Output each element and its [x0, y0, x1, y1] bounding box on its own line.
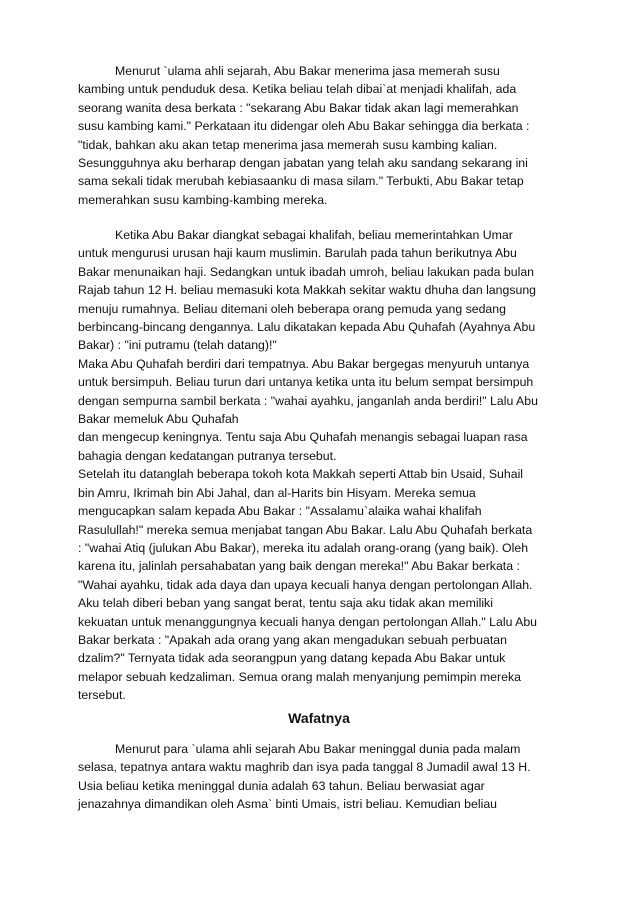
- text-line: melapor sebuah kedzaliman. Semua orang malah menyanjung pemimpin mereka: [78, 669, 521, 684]
- text-line: Sesungguhnya aku berharap dengan jabatan yang telah aku sandang sekarang ini: [78, 156, 528, 171]
- text-line: karena itu, jalinlah persahabatan yang baik dengan mereka!" Abu Bakar berkata :: [78, 559, 520, 574]
- text-line: Rajab tahun 12 H. beliau memasuki kota Makkah sekitar waktu dhuha dan langsung: [78, 283, 536, 298]
- text-line: "Wahai ayahku, tidak ada daya dan upaya kecuali hanya dengan pertolongan Allah.: [78, 577, 533, 592]
- text-line: Ketika Abu Bakar diangkat sebagai khalifah, beliau memerintahkan Umar: [115, 228, 513, 242]
- paragraph-abu-bakar-milking: [78, 62, 563, 209]
- text-line: kambing untuk penduduk desa. Ketika beliau telah dibai`at menjadi khalifah, ada: [78, 82, 517, 97]
- text-line: Menurut `ulama ahli sejarah, Abu Bakar menerima jasa memerah susu: [115, 64, 500, 78]
- text-line: mengucapkan salam kepada Abu Bakar : "Assalamu`alaika wahai khalifah: [78, 504, 482, 519]
- text-line: untuk mengurusi urusan haji kaum muslimin. Barulah pada tahun berikutnya Abu: [78, 246, 517, 261]
- text-line: Menurut para `ulama ahli sejarah Abu Bakar meninggal dunia pada malam: [115, 742, 521, 756]
- text-line: Bakar menunaikan haji. Sedangkan untuk ibadah umroh, beliau lakukan pada bulan: [78, 264, 534, 279]
- text-line: jenazahnya dimandikan oleh Asma` binti Umais, istri beliau. Kemudian beliau: [78, 797, 498, 812]
- text-line: dengan sempurna sambil berkata : "wahai ayahku, janganlah anda berdiri!" Lalu Abu: [78, 393, 538, 408]
- text-line: susu kambing kami." Perkataan itu didengar oleh Abu Bakar sehingga dia berkata :: [78, 119, 530, 134]
- text-line: Bakar berkata : "Apakah ada orang yang akan mengadukan sebuah perbuatan: [78, 632, 507, 647]
- text-line: Bakar) : "ini putramu (telah datang)!": [78, 338, 277, 353]
- paragraph-abu-bakar-death: [78, 740, 563, 814]
- text-line: dan mengecup keningnya. Tentu saja Abu Quhafah menangis sebagai luapan rasa: [78, 430, 528, 445]
- text-line: tersebut.: [78, 688, 126, 703]
- text-line: Maka Abu Quhafah berdiri dari tempatnya. Abu Bakar bergegas menyuruh untanya: [78, 356, 530, 371]
- text-line: menuju rumahnya. Beliau ditemani oleh beberapa orang pemuda yang sedang: [78, 301, 506, 316]
- text-line: berbincang-bincang dengannya. Lalu dikatakan kepada Abu Quhafah (Ayahnya Abu: [78, 320, 536, 335]
- text-line: "tidak, bahkan aku akan tetap menerima jasa memerah susu kambing kalian.: [78, 137, 498, 152]
- text-line: memerahkan susu kambing-kambing mereka.: [78, 192, 328, 207]
- text-line: selasa, tepatnya antara waktu maghrib dan isya pada tanggal 8 Jumadil awal 13 H.: [78, 760, 531, 775]
- text-line: seorang wanita desa berkata : "sekarang Abu Bakar tidak akan lagi memerahkan: [78, 100, 519, 115]
- text-line: dzalim?" Ternyata tidak ada seorangpun yang datang kepada Abu Bakar untuk: [78, 651, 506, 666]
- text-line: kekuatan untuk menanggungnya kecuali hanya dengan pertolongan Allah." Lalu Abu: [78, 614, 538, 629]
- text-line: bin Amru, Ikrimah bin Abi Jahal, dan al-Harits bin Hisyam. Mereka semua: [78, 485, 476, 500]
- text-line: Usia beliau ketika meninggal dunia adalah 63 tahun. Beliau berwasiat agar: [78, 778, 485, 793]
- text-line: untuk bersimpuh. Beliau turun dari untanya ketika unta itu belum sempat bersimpuh: [78, 375, 534, 390]
- text-line: Rasulullah!" mereka semua menjabat tangan Abu Bakar. Lalu Abu Quhafah berkata: [78, 522, 533, 537]
- text-line: Bakar memeluk Abu Quhafah: [78, 412, 239, 427]
- text-line: : "wahai Atiq (julukan Abu Bakar), mereka itu adalah orang-orang (yang baik). Oleh: [78, 540, 529, 555]
- section-heading: Wafatnya: [288, 710, 350, 726]
- text-line: Setelah itu datanglah beberapa tokoh kota Makkah seperti Attab bin Usaid, Suhail: [78, 467, 524, 482]
- text-line: bahagia dengan kedatangan putranya tersebut.: [78, 448, 337, 463]
- paragraph-abu-bakar-hajj: [78, 226, 563, 705]
- text-line: Aku telah diberi beban yang sangat berat, tentu saja aku tidak akan memiliki: [78, 596, 493, 611]
- text-line: sama sekali tidak merubah kebiasaanku di masa silam." Terbukti, Abu Bakar tetap: [78, 174, 524, 189]
